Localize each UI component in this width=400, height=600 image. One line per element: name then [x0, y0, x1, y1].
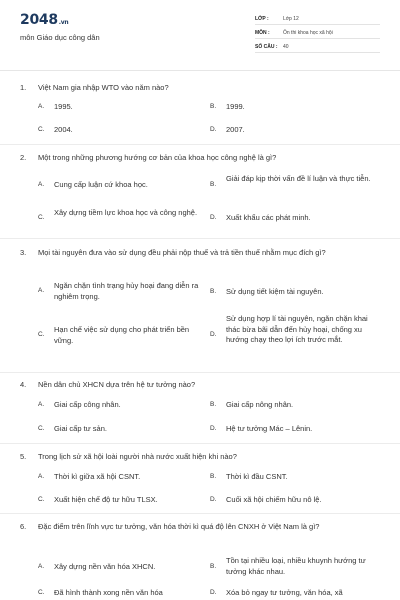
question-number: 5.	[20, 452, 27, 461]
question-text	[20, 521, 370, 532]
meta-count	[255, 42, 380, 53]
option-letter: D.	[210, 589, 217, 596]
option-text: Hệ tư tưởng Mác – Lênin.	[226, 424, 313, 433]
question-body: Mọi tài nguyên đưa vào sử dụng đều phải nộp thuế và trả tiền thuế nhằm mục đích gì?	[38, 248, 326, 257]
option-letter: A.	[38, 473, 45, 480]
site-logo[interactable]	[20, 12, 68, 28]
option-letter: B.	[210, 401, 217, 408]
meta-count-label: SỐ CÂU :	[255, 44, 278, 50]
option-text: Thời kì giữa xã hội CSNT.	[54, 472, 141, 481]
question-divider	[0, 372, 400, 373]
option-text: Xây dựng nền văn hóa XHCN.	[54, 562, 156, 571]
option-text: Giai cấp công nhân.	[54, 400, 121, 409]
logo-number: 2048	[20, 12, 58, 28]
option-letter: A.	[38, 563, 45, 570]
option-letter: D.	[210, 496, 217, 503]
question-divider	[0, 238, 400, 239]
option-text: Cung cấp luận cứ khoa học.	[54, 180, 148, 189]
option-text: 2007.	[226, 125, 245, 134]
subject-title: môn Giáo dục công dân	[20, 33, 100, 42]
option-letter: B.	[210, 473, 217, 480]
question-number: 1.	[20, 83, 27, 92]
option-text: Giải đáp kịp thời vấn đề lí luận và thực tiễn.	[226, 174, 371, 183]
option-text: 2004.	[54, 125, 73, 134]
question-body: Một trong những phương hướng cơ bản của khoa học công nghệ là gì?	[38, 153, 277, 162]
option-letter: D.	[210, 331, 217, 338]
option-text: Giai cấp tư sản.	[54, 424, 107, 433]
option-letter: A.	[38, 103, 45, 110]
option-letter: A.	[38, 181, 45, 188]
question-number: 2.	[20, 153, 27, 162]
question-text	[20, 247, 370, 258]
question-text	[20, 152, 370, 163]
option-letter: A.	[38, 401, 45, 408]
option-text: 1999.	[226, 102, 245, 111]
meta-subject-label: MÔN :	[255, 30, 270, 36]
question-number: 6.	[20, 522, 27, 531]
option-text: Xây dựng tiềm lực khoa học và công nghệ.	[54, 208, 198, 217]
question-body: Nền dân chủ XHCN dựa trên hệ tư tưởng nào?	[38, 380, 196, 389]
page-header	[0, 0, 400, 72]
option-text: Xuất hiện chế độ tư hữu TLSX.	[54, 495, 158, 504]
meta-class	[255, 14, 380, 25]
question-text	[20, 379, 370, 390]
question-divider	[0, 443, 400, 444]
logo-suffix: .vn	[58, 19, 69, 26]
option-letter: C.	[38, 214, 45, 221]
option-letter: A.	[38, 287, 45, 294]
option-text: Sử dụng tiết kiệm tài nguyên.	[226, 287, 324, 296]
option-text: 1995.	[54, 102, 73, 111]
question-text	[20, 451, 370, 462]
meta-subject	[255, 28, 380, 39]
option-text: Sử dụng hợp lí tài nguyên, ngăn chặn khai thác bừa bãi dẫn đến hủy hoại, chống xu hướng chạy theo lợi ích trước mắt.	[226, 314, 368, 344]
option-letter: B.	[210, 103, 217, 110]
option-letter: D.	[210, 126, 217, 133]
question-body: Đặc điểm trên lĩnh vực tư tưởng, văn hóa thời kì quá độ lên CNXH ở Việt Nam là gì?	[38, 522, 320, 531]
meta-class-value: Lớp 12	[283, 16, 299, 22]
option-text: Hạn chế việc sử dụng cho phát triển bền vững.	[54, 325, 190, 345]
option-letter: B.	[210, 288, 217, 295]
option-text: Thời kì đầu CSNT.	[226, 472, 288, 481]
option-letter: B.	[210, 563, 217, 570]
meta-count-value: 40	[283, 44, 289, 50]
question-body: Việt Nam gia nhập WTO vào năm nào?	[38, 83, 169, 92]
option-letter: C.	[38, 126, 45, 133]
question-text	[20, 82, 370, 93]
option-letter: B.	[210, 181, 217, 188]
option-text: Cuối xã hội chiếm hữu nô lệ.	[226, 495, 322, 504]
question-body: Trong lịch sử xã hội loài người nhà nước xuất hiện khi nào?	[38, 452, 237, 461]
option-letter: C.	[38, 496, 45, 503]
option-text: Ngăn chặn tình trạng hủy hoại đang diễn ra nghiêm trọng.	[54, 281, 199, 301]
option-text: Tồn tại nhiều loại, nhiều khuynh hướng tư tưởng khác nhau.	[226, 556, 366, 576]
question-divider	[0, 513, 400, 514]
option-letter: C.	[38, 331, 45, 338]
meta-subject-value: Ôn thi khoa học xã hội	[283, 30, 333, 36]
question-number: 3.	[20, 248, 27, 257]
option-letter: C.	[38, 589, 45, 596]
option-text: Đã hình thành xong nền văn hóa	[54, 588, 163, 597]
option-letter: D.	[210, 425, 217, 432]
question-divider	[0, 144, 400, 145]
meta-class-label: LỚP :	[255, 16, 269, 22]
header-divider	[0, 70, 400, 71]
option-letter: C.	[38, 425, 45, 432]
option-text: Giai cấp nông nhân.	[226, 400, 294, 409]
option-text: Xuất khẩu các phát minh.	[226, 213, 311, 222]
option-text: Xóa bỏ ngay tư tưởng, văn hóa, xã	[226, 588, 343, 597]
option-letter: D.	[210, 214, 217, 221]
question-number: 4.	[20, 380, 27, 389]
